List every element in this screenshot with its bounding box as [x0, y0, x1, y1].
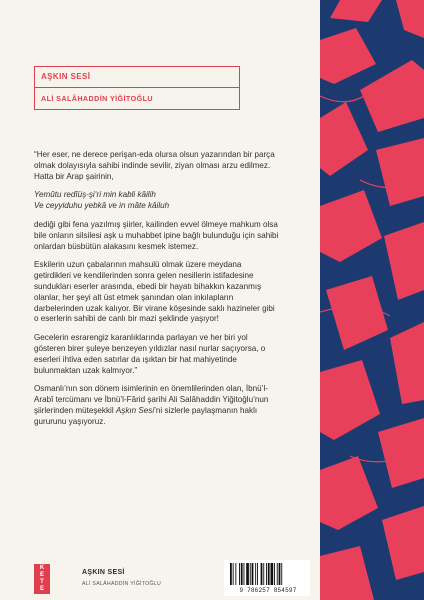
barcode-bar	[266, 563, 267, 585]
art-shape	[330, 0, 382, 22]
barcode-bar	[261, 563, 263, 585]
paragraph-text: Osmanlı’nın son dönem isimlerinin en önemlilerinden olan, İbnü’l-Arabî tercümanı ve İbnü’l-Fârid şarihi Ali Salâhaddin Yiğitoğlu’nun şiirlerinden müteşekkil	[34, 384, 269, 415]
art-shape	[320, 456, 378, 530]
art-shape	[320, 546, 374, 600]
art-shape	[384, 222, 424, 300]
paragraph: Eskilerin uzun çabalarının mahsulü olmak üzere meydana getirdikleri ve kendilerinden sonra gelen nesillerin istifadesine sundukları eserler arasında, ebedi bir hayatı bihakkın kazanmış olanlar, her şeyi alt üst etmek şanından olan inkılapların darbelerinden uzak kalıyor. Bir virane köşesinde saklı hazineler gibi o eserlerin sahibi de canlı bir mazi şeklinde yaşıyor!	[34, 260, 275, 324]
book-title: AŞKIN SESİ	[35, 67, 239, 88]
barcode-bar	[233, 563, 234, 585]
verse	[34, 190, 279, 212]
art-shape	[320, 190, 382, 262]
barcode-bar	[281, 563, 282, 585]
cover-art-panel	[320, 0, 424, 600]
paragraph: dediği gibi fena yazılmış şiirler, kailinden evvel ölmeye mahkum olsa bile onların silsilesi aşk u muhabbet ipine bağlı bulunduğu için sahibi onlardan büsbütün alakasını kesmek istemez.	[34, 219, 279, 251]
logo-letter: E	[39, 586, 44, 592]
barcode-bar	[263, 563, 264, 585]
barcode-bar	[279, 563, 281, 585]
book-author: ALİ SALÂHADDİN YİĞİTOĞLU	[41, 94, 153, 103]
barcode-bar	[271, 563, 274, 585]
art-shape	[376, 138, 424, 206]
barcode-bars	[230, 563, 304, 585]
barcode-bar	[255, 563, 256, 585]
barcode-bar	[268, 563, 270, 585]
book-title-italic: Aşkın Sesi	[115, 405, 155, 415]
art-shape	[382, 506, 424, 580]
paragraph	[34, 384, 279, 427]
footer	[34, 564, 318, 594]
barcode-bar	[250, 563, 251, 585]
isbn-number: 9 786257 854597	[239, 587, 297, 594]
art-shape	[320, 360, 380, 440]
art-shape	[320, 102, 368, 176]
barcode-bar	[277, 563, 278, 585]
verse-line: Ve ceyyiduhu yebkâ ve in mâte kâiluh	[34, 201, 170, 211]
barcode-bar	[274, 563, 275, 585]
paragraph: “Her eser, ne derece perişan-eda olursa olsun yazarından bir parça olmak dolayısıyla sahibi indinde sevilir, ziyan olması arzu edilmez. Hatta bir Arap şairinin,	[34, 150, 275, 181]
art-shape	[320, 28, 376, 84]
barcode-bar	[239, 563, 240, 585]
barcode-bar	[241, 563, 243, 585]
logo-letter: T	[40, 579, 44, 585]
barcode-bar	[252, 563, 254, 585]
logo-letter: K	[39, 565, 45, 571]
art-shape	[396, 0, 424, 38]
abstract-pattern-art	[320, 0, 424, 600]
logo-letter: E	[39, 572, 44, 578]
verse-line: Yemûtu redîüş-şi‘ri min kabli kâilih	[34, 190, 156, 200]
barcode-bar	[257, 563, 258, 585]
cover-title-box	[34, 66, 240, 110]
publisher-logo	[34, 564, 50, 594]
barcode-bar	[235, 563, 236, 585]
barcode-bar	[246, 563, 249, 585]
art-shape	[390, 322, 424, 404]
back-cover-text	[34, 150, 279, 436]
footer-title: AŞKIN SESİ	[82, 569, 125, 576]
footer-author: ALİ SALÂHADDİN YİĞİTOĞLU	[82, 581, 162, 587]
art-shape	[360, 60, 424, 132]
paragraph: Gecelerin esrarengiz karanlıklarında parlayan ve her biri yol gösteren birer şuleye benzeyen yıldızlar nasıl nurlar saçıyorsa, o eserleri ihtiva eden satırlar da ışıktan bir hat mahiyetinde bulunmaktan uzak kalmıyor.”	[34, 333, 266, 375]
isbn-barcode	[224, 560, 310, 596]
art-shape	[326, 276, 388, 350]
barcode-bar	[244, 563, 245, 585]
barcode-bar	[230, 563, 232, 585]
paragraph-text: ’ni sizlerle paylaşmanın haklı gururunu yaşıyoruz.	[34, 405, 258, 426]
